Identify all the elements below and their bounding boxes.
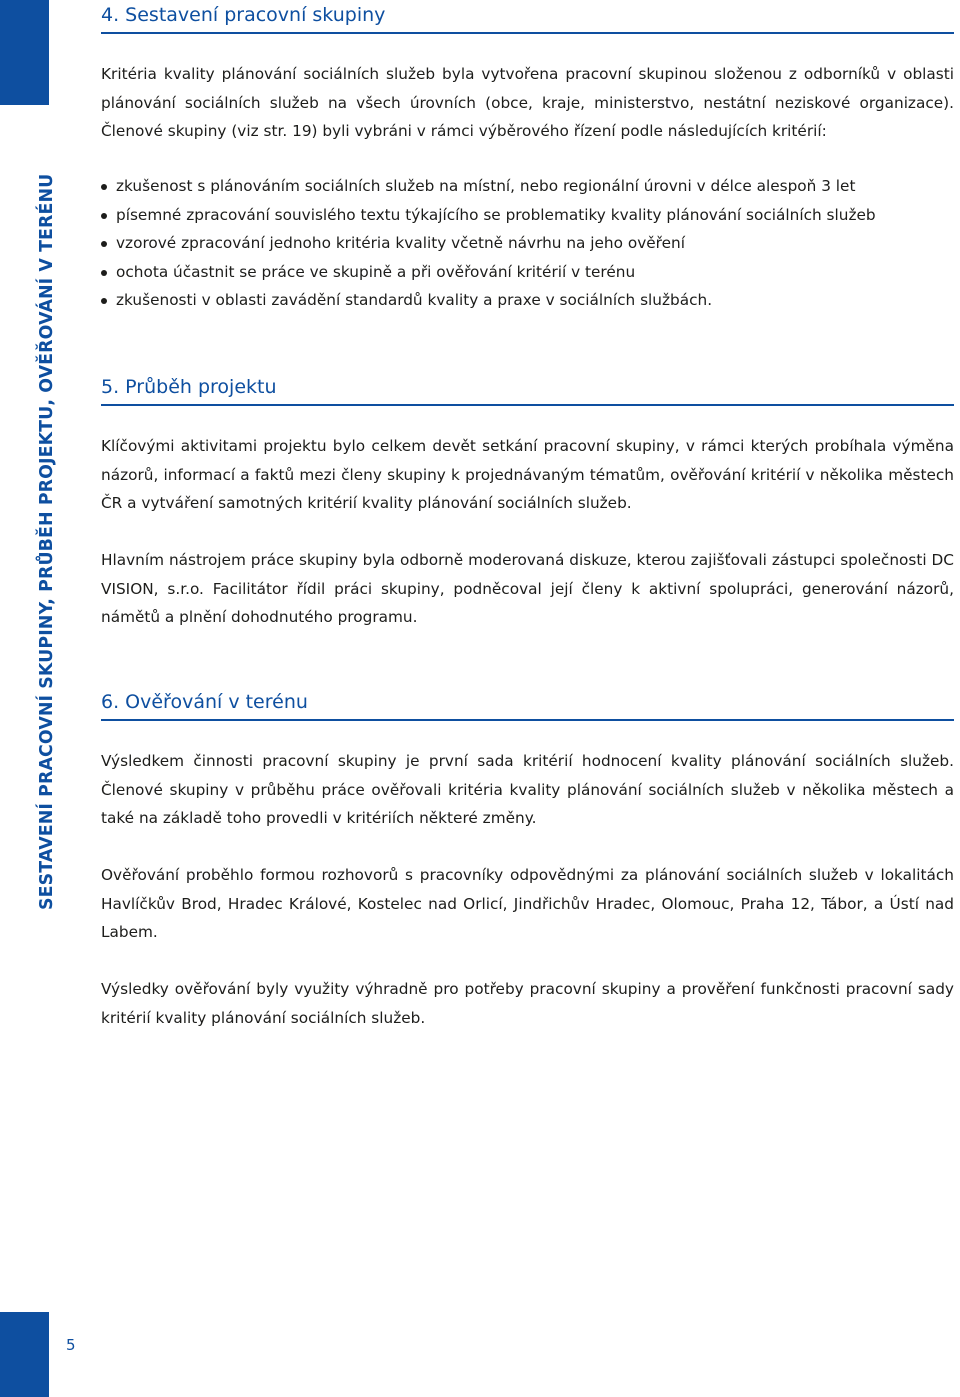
side-bar-bottom [0,1312,49,1397]
list-item: ochota účastnit se práce ve skupině a při ověřování kritérií v terénu [101,258,954,287]
section-heading-6: 6. Ověřování v terénu [101,690,954,721]
list-item: zkušenosti v oblasti zavádění standardů kvality a praxe v sociálních službách. [101,286,954,315]
list-item: písemné zpracování souvislého textu týkajícího se problematiky kvality plánování sociálních služeb [101,201,954,230]
section-5-paragraph: Hlavním nástrojem práce skupiny byla odborně moderovaná diskuze, kterou zajišťovali zástupci společnosti DC VISION, s.r.o. Facilitátor řídil práci skupiny, podněcoval její členy k aktivní spolupráci, generování názorů, námětů a plnění dohodnutého programu. [101,551,954,626]
section-6-paragraph: Výsledky ověřování byly využity výhradně pro potřeby pracovní skupiny a prověření funkčnosti pracovní sady kritérií kvality plánování sociálních služeb. [101,980,954,1027]
section-heading-4: 4. Sestavení pracovní skupiny [101,3,954,34]
section-4-intro: Kritéria kvality plánování sociálních služeb byla vytvořena pracovní skupinou složenou z odborníků v oblasti plánování sociálních služeb na všech úrovních (obce, kraje, ministerstvo, nestátní neziskové organizace). Členové skupiny (viz str. 19) byli vybráni v rámci výběrového řízení podle následujících kritérií: [101,65,954,140]
section-heading-5: 5. Průběh projektu [101,375,954,406]
section-6-paragraph: Ověřování proběhlo formou rozhovorů s pracovníky odpovědnými za plánování sociálních služeb v lokalitách Havlíčkův Brod, Hradec Králové, Kostelec nad Orlicí, Jindřichův Hradec, Olomouc, Praha 12, Tábor, a Ústí nad Labem. [101,866,954,941]
list-item: vzorové zpracování jednoho kritéria kvality včetně návrhu na jeho ověření [101,229,954,258]
list-item: zkušenost s plánováním sociálních služeb na místní, nebo regionální úrovni v délce alespoň 3 let [101,172,954,201]
criteria-list [101,172,954,315]
side-bar-top [0,0,49,105]
section-5-paragraph: Klíčovými aktivitami projektu bylo celkem devět setkání pracovní skupiny, v rámci kterých probíhala výměna názorů, informací a faktů mezi členy skupiny k projednávaným tématům, ověřování kritérií v několika městech ČR a vytváření samotných kritérií kvality plánování sociálních služeb. [101,437,954,512]
page-number: 5 [66,1336,76,1354]
section-6-paragraph: Výsledkem činnosti pracovní skupiny je první sada kritérií hodnocení kvality plánování sociálních služeb. Členové skupiny v průběhu práce ověřovali kritéria kvality plánování sociálních služeb v několika městech a také na základě toho provedli v kritériích některé změny. [101,752,954,827]
side-chapter-title: SESTAVENÍ PRACOVNÍ SKUPINY, PRŮBĚH PROJEKTU, OVĚŘOVÁNÍ V TERÉNU [37,173,57,910]
